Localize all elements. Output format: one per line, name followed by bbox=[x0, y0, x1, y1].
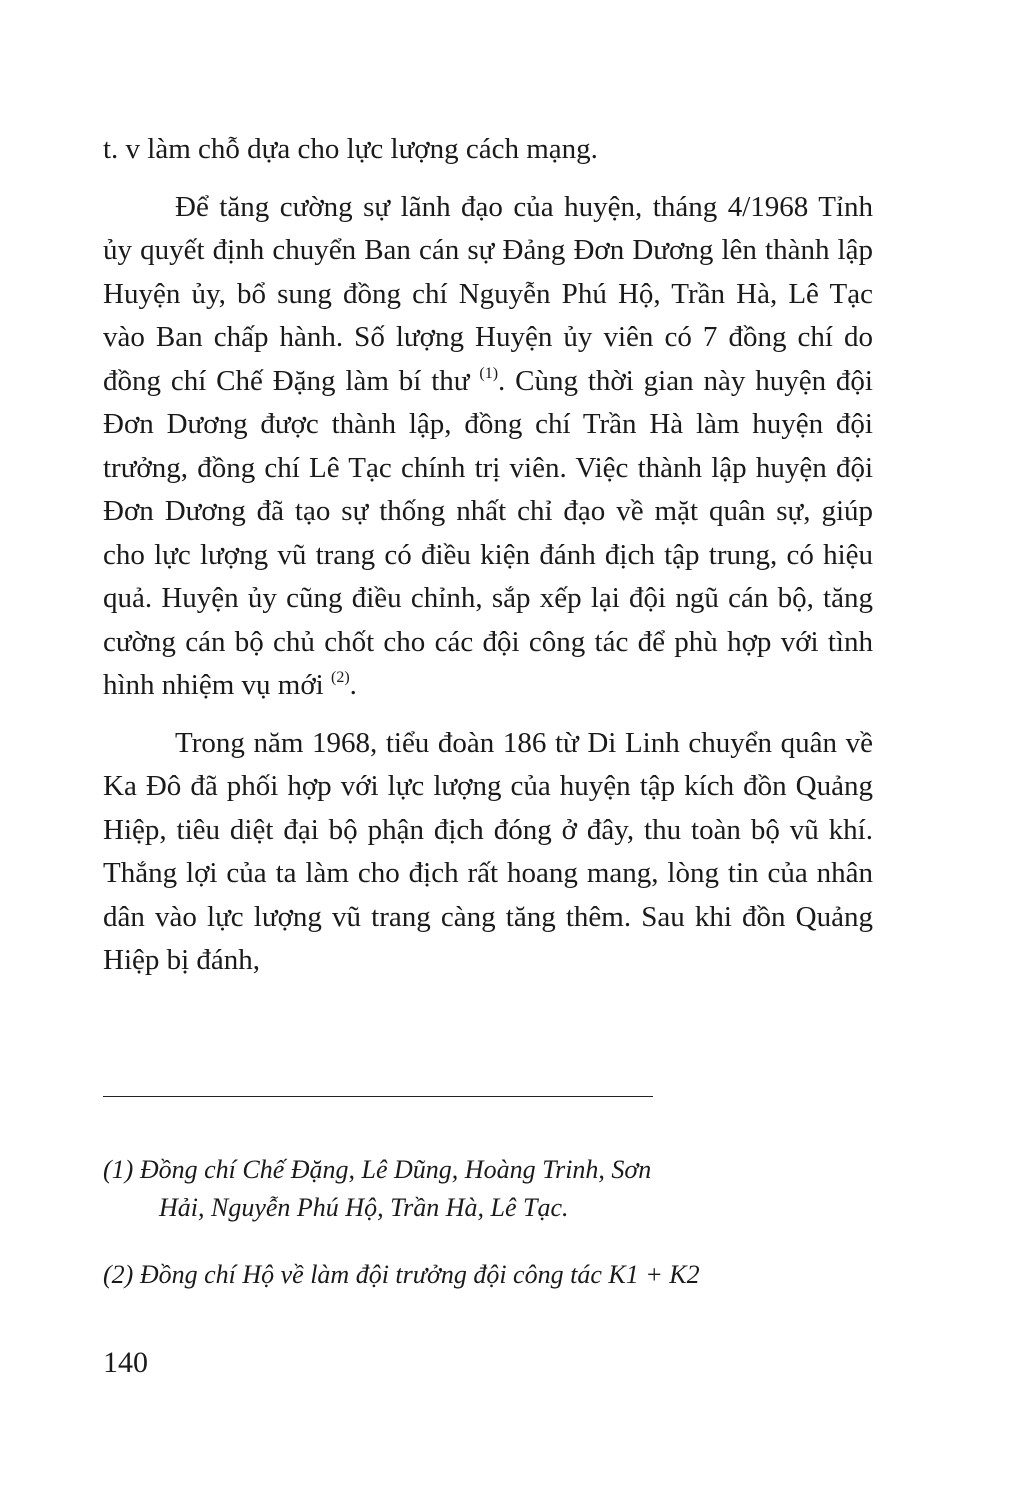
paragraph-1-text-a: Để tăng cường sự lãnh đạo của huyện, tháng 4/1968 Tỉnh ủy quyết định chuyển Ban cán sự Đảng Đơn Dương lên thành lập Huyện ủy, bổ sung đồng chí Nguyễn Phú Hộ, Trần Hà, Lê Tạc vào Ban chấp hành. Số lượng Huyện ủy viên có 7 đồng chí do đồng chí Chế Đặng làm bí thư bbox=[103, 190, 873, 397]
footnote-1-line-1: (1) Đồng chí Chế Đặng, Lê Dũng, Hoàng Trinh, Sơn bbox=[103, 1155, 652, 1184]
footnote-ref-2: (2) bbox=[331, 669, 350, 686]
page-number: 140 bbox=[103, 1346, 148, 1379]
top-line: t. v làm chỗ dựa cho lực lượng cách mạng. bbox=[103, 133, 598, 165]
footnote-2: (2) Đồng chí Hộ về làm đội trưởng đội công tác K1 + K2 bbox=[103, 1260, 700, 1289]
footnote-divider bbox=[103, 1096, 653, 1097]
footnote-1-line-2: Hải, Nguyễn Phú Hộ, Trần Hà, Lê Tạc. bbox=[159, 1193, 569, 1222]
main-text bbox=[103, 128, 873, 983]
footnote-ref-1: (1) bbox=[479, 364, 499, 382]
footnote-1 bbox=[103, 1151, 873, 1227]
paragraph-2: Trong năm 1968, tiểu đoàn 186 từ Di Linh chuyển quân về Ka Đô đã phối hợp với lực lượng của huyện tập kích đồn Quảng Hiệp, tiêu diệt đại bộ phận địch đóng ở đây, thu toàn bộ vũ khí. Thắng lợi của ta làm cho địch rất hoang mang, lòng tin của nhân dân vào lực lượng vũ trang càng tăng thêm. Sau khi đồn Quảng Hiệp bị đánh, bbox=[103, 726, 873, 976]
paragraph-1-text-b: . Cùng thời gian này huyện đội Đơn Dương được thành lập, đồng chí Trần Hà làm huyện đội trưởng, đồng chí Lê Tạc chính trị viên. Việc thành lập huyện đội Đơn Dương đã tạo sự thống nhất chỉ đạo về mặt quân sự, giúp cho lực lượng vũ trang có điều kiện đánh địch tập trung, có hiệu quả. Huyện ủy cũng điều chỉnh, sắp xếp lại đội ngũ cán bộ, tăng cường cán bộ chủ chốt cho các đội công tác để phù hợp với tình hình nhiệm vụ mới bbox=[103, 364, 873, 701]
paragraph-1 bbox=[103, 186, 873, 708]
paragraph-1-end: . bbox=[349, 669, 357, 701]
